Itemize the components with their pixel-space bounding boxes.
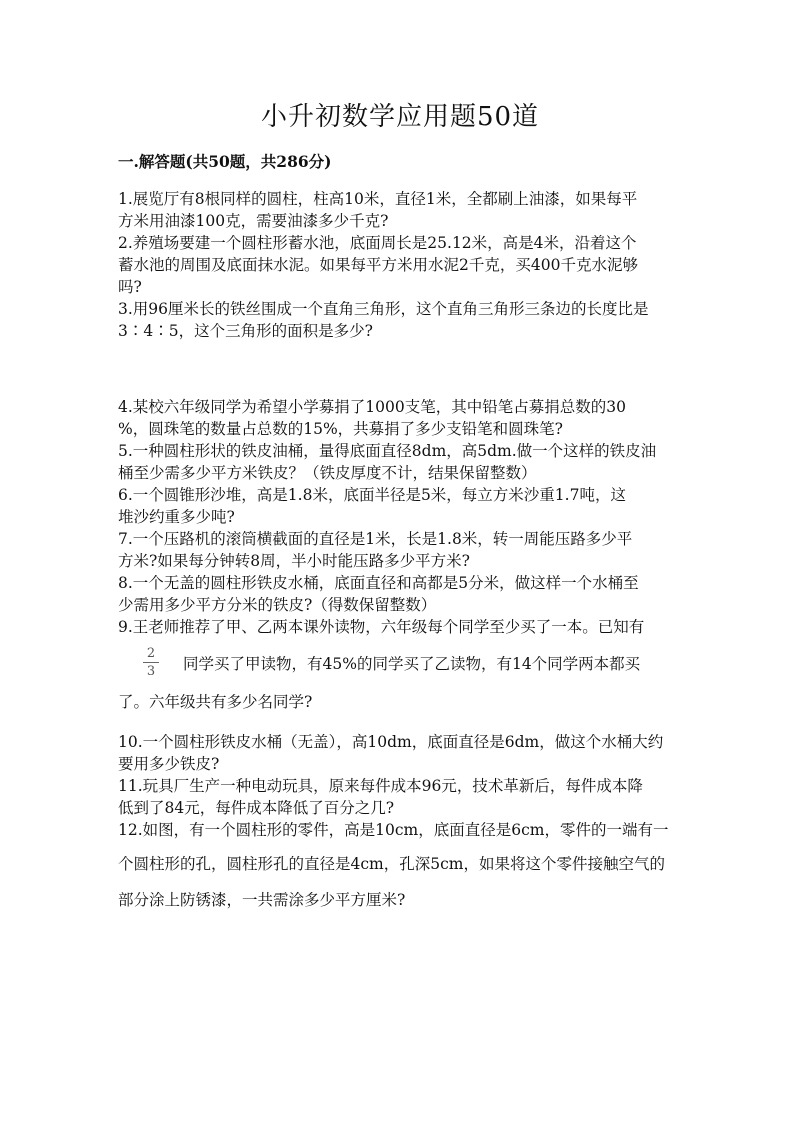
question-line: 部分涂上防锈漆，一共需涂多少平方厘米? bbox=[118, 891, 406, 909]
question-line: 1.展览厅有8根同样的圆柱，柱高10米，直径1米，全都刷上油漆，如果每平 bbox=[118, 190, 638, 208]
question-line: 堆沙约重多少吨? bbox=[118, 508, 235, 526]
question-line: 蓄水池的周围及底面抹水泥。如果每平方米用水泥2千克，买400千克水泥够 bbox=[118, 256, 638, 274]
question-line: 3.用96厘米长的铁丝围成一个直角三角形，这个直角三角形三条边的长度比是 bbox=[118, 300, 649, 318]
question-line: 方米?如果每分钟转8周，半小时能压路多少平方米? bbox=[118, 552, 470, 570]
question-line: 3∶4∶5，这个三角形的面积是多少? bbox=[118, 322, 373, 340]
question-line: 9.王老师推荐了甲、乙两本课外读物，六年级每个同学至少买了一本。已知有 bbox=[118, 618, 645, 636]
question-line: 了。六年级共有多少名同学? bbox=[118, 693, 313, 711]
question-line: 2.养殖场要建一个圆柱形蓄水池，底面周长是25.12米，高是4米，沿着这个 bbox=[118, 234, 637, 252]
page-title: 小升初数学应用题50道 bbox=[260, 102, 540, 132]
question-line: 桶至少需多少平方米铁皮？（铁皮厚度不计，结果保留整数） bbox=[118, 464, 537, 482]
question-line: 吗? bbox=[118, 278, 142, 296]
question-line: 个圆柱形的孔，圆柱形孔的直径是4cm，孔深5cm，如果将这个零件接触空气的 bbox=[118, 855, 665, 873]
question-line: %，圆珠笔的数量占总数的15%，共募捐了多少支铅笔和圆珠笔? bbox=[118, 420, 563, 438]
question-line: 6.一个圆锥形沙堆，高是1.8米，底面半径是5米，每立方米沙重1.7吨，这 bbox=[118, 486, 626, 504]
fraction-denominator: 3 bbox=[146, 664, 156, 679]
question-line: 8.一个无盖的圆柱形铁皮水桶，底面直径和高都是5分米，做这样一个水桶至 bbox=[118, 574, 639, 592]
question-line: 低到了84元，每件成本降低了百分之几? bbox=[118, 799, 395, 817]
question-line: 要用多少铁皮? bbox=[118, 755, 220, 773]
fraction-numerator: 2 bbox=[146, 646, 156, 661]
question-line: 7.一个压路机的滚筒横截面的直径是1米，长是1.8米，转一周能压路多少平 bbox=[118, 530, 633, 548]
question-line: 同学买了甲读物，有45%的同学买了乙读物，有14个同学两本都买 bbox=[183, 655, 641, 673]
question-line: 5.一种圆柱形状的铁皮油桶，量得底面直径8dm，高5dm.做一个这样的铁皮油 bbox=[118, 442, 657, 460]
question-line: 方米用油漆100克，需要油漆多少千克? bbox=[118, 212, 389, 230]
fraction-two-thirds bbox=[143, 646, 159, 679]
question-line: 4.某校六年级同学为希望小学募捐了1000支笔，其中铅笔占募捐总数的30 bbox=[118, 398, 626, 416]
question-line: 12.如图，有一个圆柱形的零件，高是10cm，底面直径是6cm，零件的一端有一 bbox=[118, 821, 669, 839]
section-heading: 一.解答题(共50题，共286分) bbox=[118, 152, 332, 171]
question-line: 少需用多少平方分米的铁皮?（得数保留整数） bbox=[118, 596, 437, 614]
fraction-bar bbox=[143, 662, 159, 663]
question-line: 10.一个圆柱形铁皮水桶（无盖），高10dm，底面直径是6dm，做这个水桶大约 bbox=[118, 733, 664, 751]
question-line: 11.玩具厂生产一种电动玩具，原来每件成本96元，技术革新后，每件成本降 bbox=[118, 777, 643, 795]
